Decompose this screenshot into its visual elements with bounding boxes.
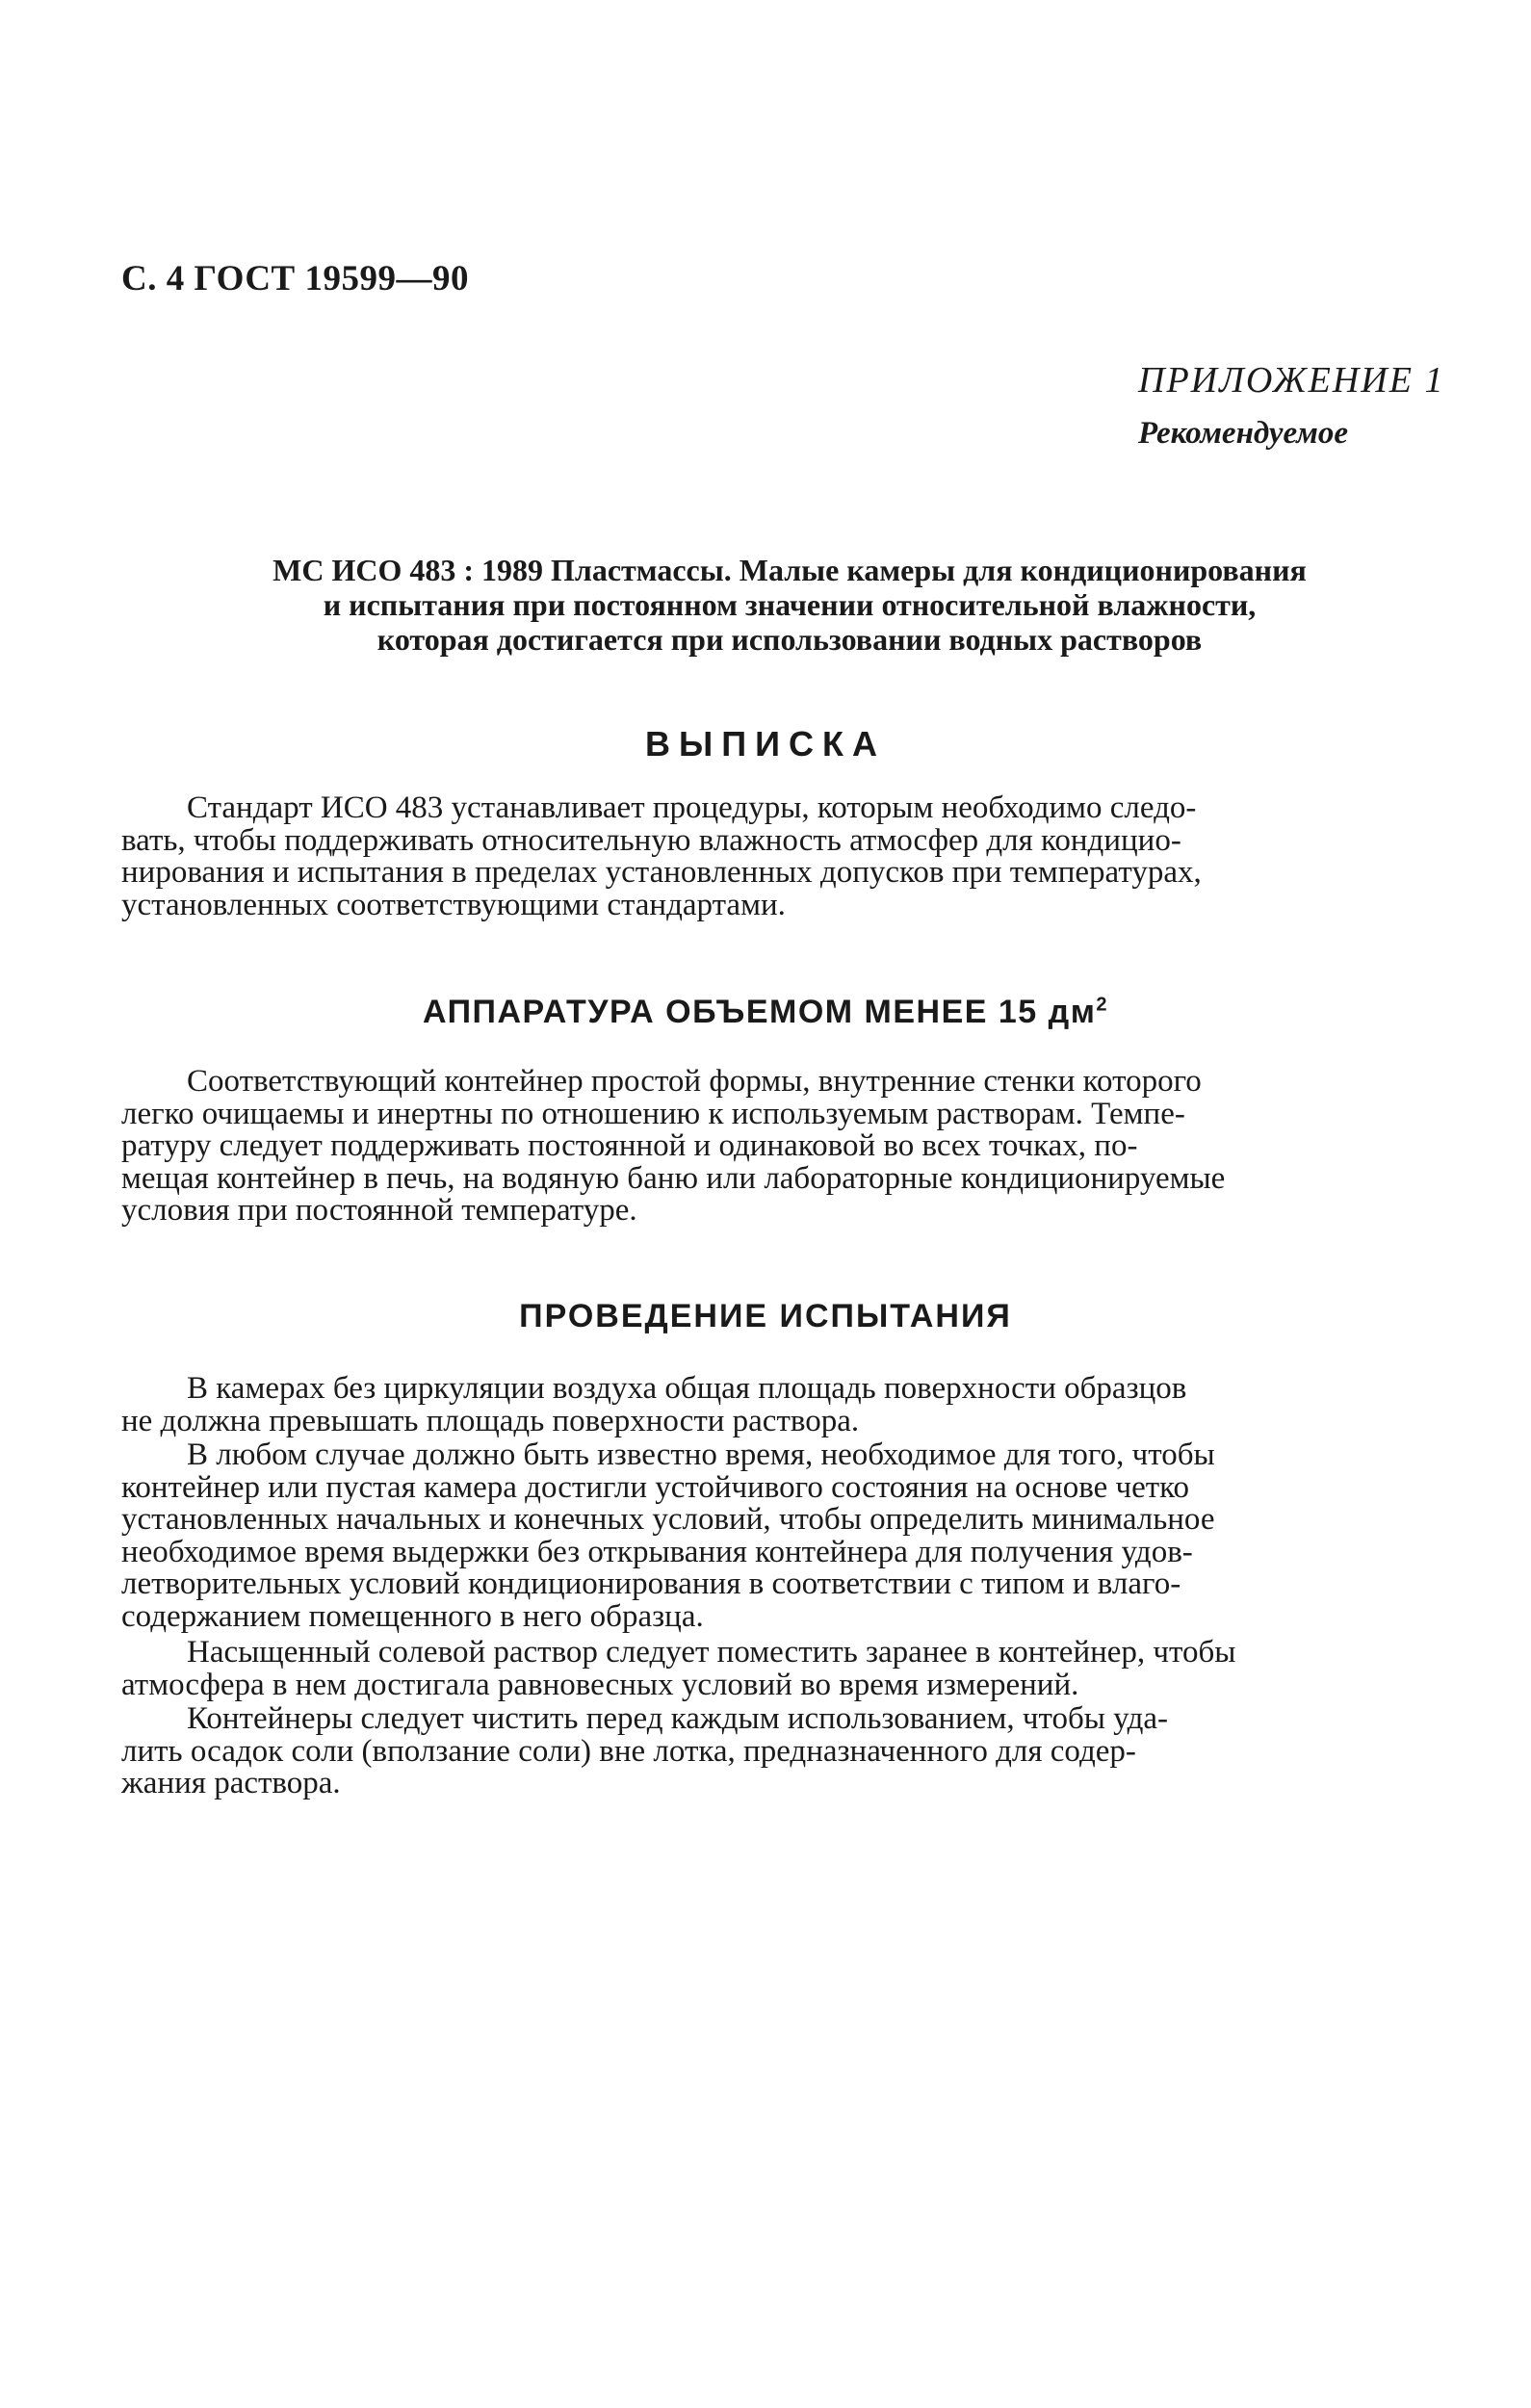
section-heading-testing: ПРОВЕДЕНИЕ ИСПЫТАНИЯ xyxy=(519,1298,1012,1334)
text-line: ратуру следует поддерживать постоянной и одинаковой во всех точках, по- xyxy=(121,1128,1138,1164)
text-line: лить осадок соли (вползание соли) вне лотка, предназначенного для содер- xyxy=(121,1733,1136,1769)
text-line: Контейнеры следует чистить перед каждым использованием, чтобы уда- xyxy=(187,1701,1169,1736)
text-line: Соответствующий контейнер простой формы, внутренние стенки которого xyxy=(187,1064,1202,1099)
apparatus-paragraph xyxy=(121,1066,1458,1228)
text-line: установленных соответствующими стандартами. xyxy=(121,887,786,922)
appendix-title: ПРИЛОЖЕНИЕ 1 xyxy=(1138,360,1445,401)
text-line: контейнер или пустая камера достигли устойчивого состояния на основе четко xyxy=(121,1469,1189,1505)
testing-paragraph-1 xyxy=(121,1373,1458,1437)
text-line: Стандарт ИСО 483 устанавливает процедуры, которым необходимо следо- xyxy=(187,790,1197,825)
section-heading-extract: ВЫПИСКА xyxy=(645,724,886,764)
apparatus-heading-text: АППАРАТУРА ОБЪЕМОМ МЕНЕЕ 15 дм xyxy=(422,994,1097,1030)
appendix-label xyxy=(1138,358,1456,453)
text-line: летворительных условий кондиционирования в соответствии с типом и влаго- xyxy=(121,1566,1181,1602)
text-line: не должна превышать площадь поверхности раствора. xyxy=(121,1403,860,1438)
apparatus-heading-superscript: 2 xyxy=(1096,994,1109,1016)
text-line: установленных начальных и конечных условий, чтобы определить минимальное xyxy=(121,1502,1215,1538)
testing-paragraph-3 xyxy=(121,1637,1458,1701)
text-line: В любом случае должно быть известно время, необходимое для того, чтобы xyxy=(187,1437,1215,1472)
text-line: нирования и испытания в пределах установленных допусков при температурах, xyxy=(121,855,1202,891)
standard-title-line: которая достигается при использовании водных растворов xyxy=(376,622,1203,657)
text-line: мещая контейнер в печь, на водяную баню или лабораторные кондиционируемые xyxy=(121,1160,1226,1196)
text-line: содержанием помещенного в него образца. xyxy=(121,1598,704,1634)
standard-title xyxy=(144,553,1435,657)
text-line: Насыщенный солевой раствор следует поместить заранее в контейнер, чтобы xyxy=(187,1635,1236,1670)
appendix-status: Рекомендуемое xyxy=(1138,416,1349,451)
section-heading-apparatus xyxy=(0,994,1531,1031)
text-line: условия при постоянной температуре. xyxy=(121,1193,637,1229)
standard-title-line: и испытания при постоянном значении относительной влажности, xyxy=(323,587,1257,622)
text-line: атмосфера в нем достигала равновесных условий во время измерений. xyxy=(121,1667,1079,1702)
text-line: В камерах без циркуляции воздуха общая площадь поверхности образцов xyxy=(187,1371,1187,1406)
text-line: легко очищаемы и инертны по отношению к используемым растворам. Темпе- xyxy=(121,1096,1185,1131)
testing-paragraph-4 xyxy=(121,1703,1458,1800)
testing-paragraph-2 xyxy=(121,1439,1458,1634)
running-head: С. 4 ГОСТ 19599—90 xyxy=(121,259,469,298)
text-line: вать, чтобы поддерживать относительную влажность атмосфер для кондицио- xyxy=(121,822,1181,858)
text-line: необходимое время выдержки без открывания контейнера для получения удов- xyxy=(121,1534,1193,1569)
standard-title-line: МС ИСО 483 : 1989 Пластмассы. Малые камеры для кондиционирования xyxy=(272,553,1307,587)
extract-paragraph xyxy=(121,792,1458,921)
text-line: жания раствора. xyxy=(121,1766,341,1801)
